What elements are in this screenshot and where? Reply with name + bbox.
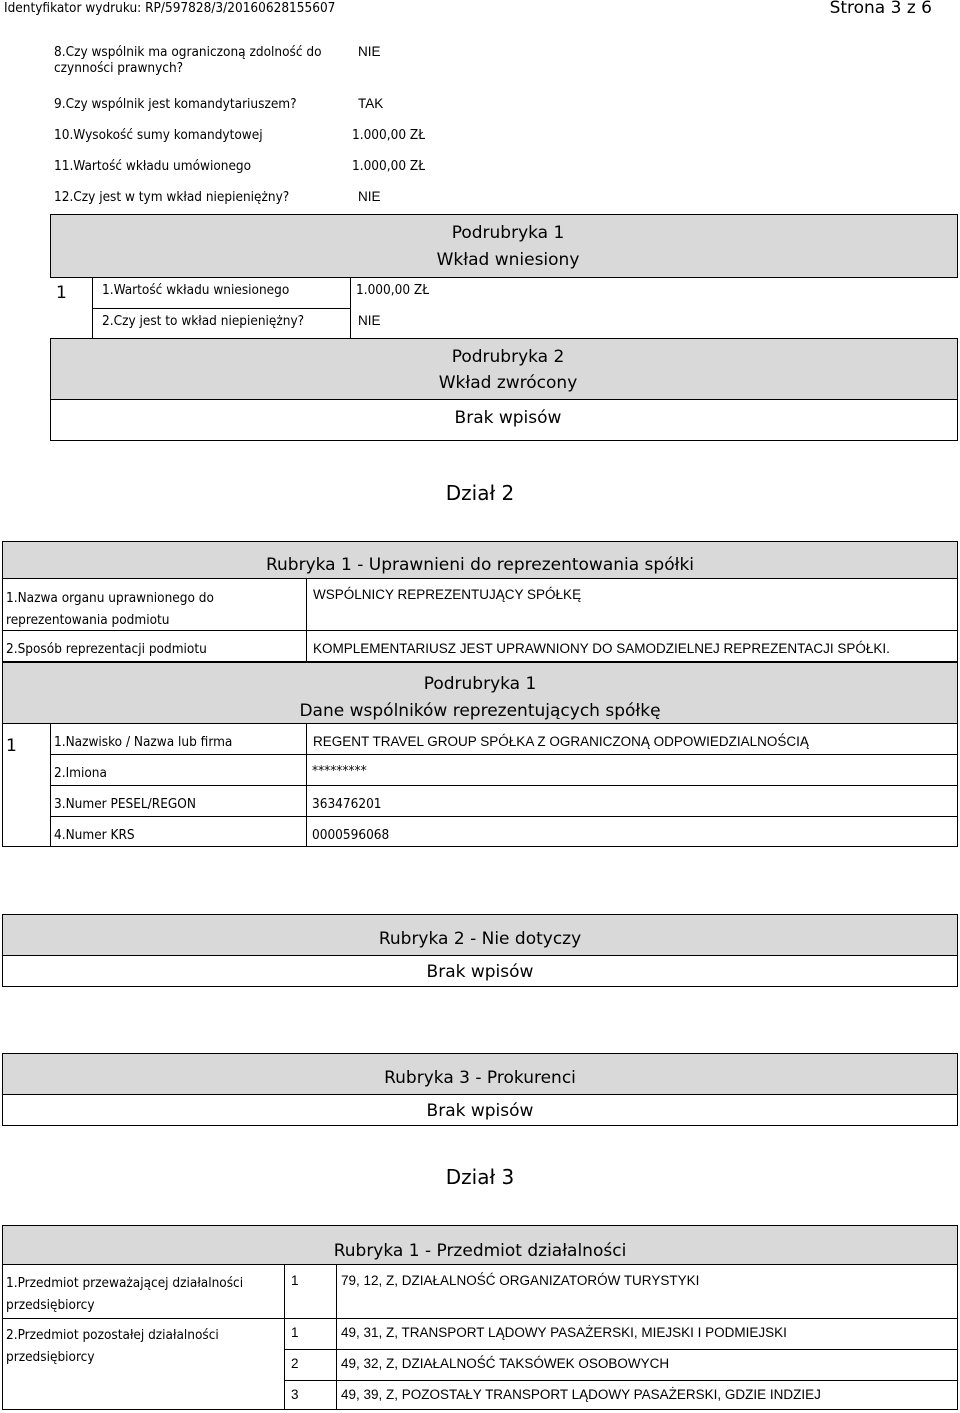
row-value-wklad-umowiony: 1.000,00 ZŁ: [352, 158, 426, 174]
rubryka1-label-sposob: 2.Sposób reprezentacji podmiotu: [6, 641, 207, 657]
dane-value-pesel: 363476201: [312, 796, 382, 812]
sub1-header: [50, 214, 958, 278]
d3-label-przewazajaca: 1.Przedmiot przeważającej działalności przedsiębiorcy: [6, 1275, 244, 1313]
dane-label-krs: 4.Numer KRS: [54, 827, 135, 843]
rubryka1-title: Rubryka 1 - Uprawnieni do reprezentowania spółki: [265, 555, 695, 575]
dane-label-imiona: 2.Imiona: [54, 765, 107, 781]
rubryka1-value-organ: WSPÓLNICY REPREZENTUJĄCY SPÓŁKĘ: [313, 587, 582, 602]
row-label-komandytariusz: 9.Czy wspólnik jest komandytariuszem?: [54, 96, 297, 112]
row-label-wklad-umowiony: 11.Wartość wkładu umówionego: [54, 158, 252, 174]
rubryka2-header: [2, 914, 958, 956]
dane-title: Podrubryka 1: [423, 674, 537, 694]
d3-other-index-3: 3: [291, 1387, 299, 1402]
row-value-suma-komandytowa: 1.000,00 ZŁ: [352, 127, 426, 143]
row-label-wklad-niepieniezny: 12.Czy jest w tym wkład niepieniężny?: [54, 189, 290, 205]
rubryka3-empty: Brak wpisów: [426, 1101, 534, 1121]
d3-other-value-3: 49, 39, Z, POZOSTAŁY TRANSPORT LĄDOWY PASAŻERSKI, GDZIE INDZIEJ: [341, 1387, 821, 1402]
d3-label-pozostala: 2.Przedmiot pozostałej działalności przedsiębiorcy: [6, 1327, 219, 1365]
row-value-komandytariusz: TAK: [358, 96, 384, 111]
rubryka1-header: [2, 541, 958, 579]
d3-rubryka1-title: Rubryka 1 - Przedmiot działalności: [333, 1241, 627, 1261]
d3-other-index-2: 2: [291, 1356, 299, 1371]
d3-other-value-2: 49, 32, Z, DZIAŁALNOŚĆ TAKSÓWEK OSOBOWYCH: [341, 1356, 670, 1371]
rubryka3-title: Rubryka 3 - Prokurenci: [384, 1068, 576, 1088]
sub2-title: Podrubryka 2: [451, 347, 565, 367]
d3-main-index: 1: [291, 1273, 299, 1288]
d3-other-index-1: 1: [291, 1325, 299, 1340]
rubryka2-title: Rubryka 2 - Nie dotyczy: [378, 929, 582, 949]
d3-main-value: 79, 12, Z, DZIAŁALNOŚĆ ORGANIZATORÓW TURYSTYKI: [341, 1273, 700, 1288]
rubryka3-empty-box: [2, 1094, 958, 1126]
sub1-subtitle: Wkład wniesiony: [436, 250, 580, 270]
row-value-wklad-niepieniezny: NIE: [358, 189, 381, 204]
d3-other-value-1: 49, 31, Z, TRANSPORT LĄDOWY PASAŻERSKI, MIEJSKI I PODMIEJSKI: [341, 1325, 787, 1340]
row-label-limited-capacity: 8.Czy wspólnik ma ograniczoną zdolność do czynności prawnych?: [54, 44, 322, 76]
sub2-empty: Brak wpisów: [454, 408, 562, 428]
sub2-empty-box: [50, 399, 958, 441]
row-value-limited-capacity: NIE: [358, 44, 381, 59]
rubryka1-value-sposob: KOMPLEMENTARIUSZ JEST UPRAWNIONY DO SAMODZIELNEJ REPREZENTACJI SPÓŁKI.: [313, 641, 890, 656]
dane-header: [2, 662, 958, 724]
rubryka2-empty: Brak wpisów: [426, 962, 534, 982]
dane-subtitle: Dane wspólników reprezentujących spółkę: [299, 701, 661, 721]
sub1-row-label-niepieniezny: 2.Czy jest to wkład niepieniężny?: [102, 313, 305, 329]
row-label-suma-komandytowa: 10.Wysokość sumy komandytowej: [54, 127, 263, 143]
dzial3-title: Dział 3: [445, 1165, 515, 1189]
sub1-row-value-wartosc: 1.000,00 ZŁ: [356, 282, 430, 298]
rubryka2-empty-box: [2, 955, 958, 987]
sub1-row-label-wartosc: 1.Wartość wkładu wniesionego: [102, 282, 290, 298]
sub1-index: 1: [56, 283, 67, 303]
dane-label-pesel: 3.Numer PESEL/REGON: [54, 796, 196, 812]
dane-value-imiona: *********: [312, 763, 367, 779]
sub1-title: Podrubryka 1: [451, 223, 565, 243]
dane-value-krs: 0000596068: [312, 827, 390, 843]
dane-label-nazwisko: 1.Nazwisko / Nazwa lub firma: [54, 734, 233, 750]
dane-value-nazwisko: REGENT TRAVEL GROUP SPÓŁKA Z OGRANICZONĄ ODPOWIEDZIALNOŚCIĄ: [313, 734, 809, 749]
rubryka3-header: [2, 1053, 958, 1095]
dane-index: 1: [6, 736, 17, 756]
rubryka1-label-organ: 1.Nazwa organu uprawnionego do reprezentowania podmiotu: [6, 590, 214, 628]
d3-rubryka1-header: [2, 1225, 958, 1265]
dzial2-title: Dział 2: [445, 481, 515, 505]
sub2-header: [50, 338, 958, 400]
print-identifier: Identyfikator wydruku: RP/597828/3/20160628155607: [4, 0, 336, 16]
sub1-row-value-niepieniezny: NIE: [358, 313, 381, 328]
sub2-subtitle: Wkład zwrócony: [438, 373, 578, 393]
page-number: Strona 3 z 6: [829, 0, 932, 18]
